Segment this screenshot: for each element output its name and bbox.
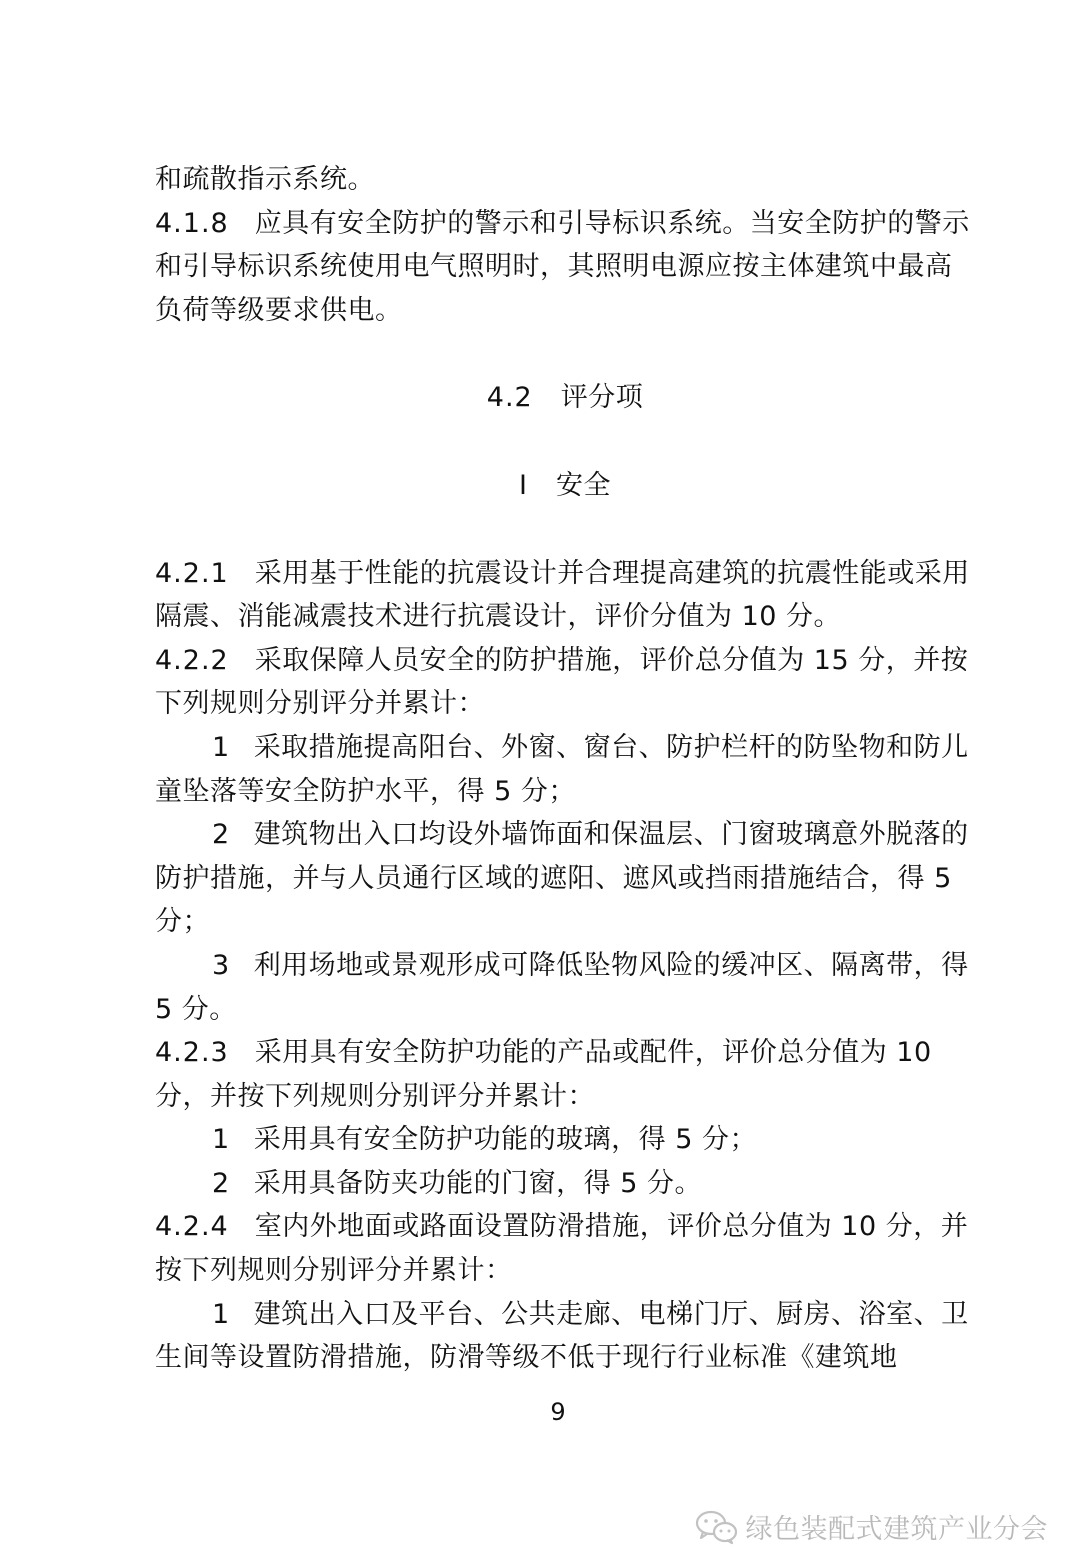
page-body [155,158,975,1380]
item-number: 2 [212,819,230,851]
clause-4-2-1 [155,552,975,639]
item-text: 利用场地或景观形成可降低坠物风险的缓冲区、隔离带，得 5 分。 [155,949,969,1025]
list-item [155,1162,975,1206]
item-text: 采用具备防夹功能的门窗，得 5 分。 [253,1167,703,1199]
item-number: 1 [212,1124,230,1156]
page-number: 9 [550,1398,566,1426]
item-number: 1 [212,1298,230,1330]
item-text: 建筑出入口及平台、公共走廊、电梯门厅、厨房、浴室、卫生间等设置防滑措施，防滑等级不低于现行行业标准《建筑地 [155,1298,969,1374]
list-item [155,944,975,1031]
list-item [155,1118,975,1162]
clause-number: 4.2.3 [155,1037,229,1069]
list-item [155,813,975,944]
clause-number: 4.2.2 [155,644,229,676]
list-item [155,1293,975,1380]
clause-4-1-8 [155,202,975,333]
section-title: 评分项 [560,382,644,414]
item-text: 采用具有安全防护功能的玻璃，得 5 分； [253,1124,758,1156]
clause-text: 采取保障人员安全的防护措施，评价总分值为 15 分，并按下列规则分别评分并累计： [155,644,969,720]
clause-number: 4.2.4 [155,1211,229,1243]
clause-text: 应具有安全防护的警示和引导标识系统。当安全防护的警示和引导标识系统使用电气照明时，其照明电源应按主体建筑中最高负荷等级要求供电。 [155,207,970,326]
subsection-title: 安全 [555,469,611,501]
section-heading [155,376,975,420]
clause-number: 4.2.1 [155,557,229,589]
list-item [155,726,975,813]
clause-4-2-4 [155,1205,975,1292]
subsection-number: Ⅰ [519,469,528,501]
clause-4-2-2 [155,639,975,726]
item-text: 采取措施提高阳台、外窗、窗台、防护栏杆的防坠物和防儿童坠落等安全防护水平，得 5 分； [155,731,969,807]
clause-text: 采用具有安全防护功能的产品或配件，评价总分值为 10 分，并按下列规则分别评分并累计： [155,1037,932,1112]
item-number: 3 [212,949,230,981]
clause-number: 4.1.8 [155,207,229,239]
watermark [694,1507,1049,1546]
clause-text: 采用基于性能的抗震设计并合理提高建筑的抗震性能或采用隔震、消能减震技术进行抗震设计，评价分值为 10 分。 [155,557,970,633]
clause-text: 室内外地面或路面设置防滑措施，评价总分值为 10 分，并按下列规则分别评分并累计： [155,1211,969,1287]
section-number: 4.2 [486,382,533,414]
item-text: 建筑物出入口均设外墙饰面和保温层、门窗玻璃意外脱落的防护措施，并与人员通行区域的遮阳、遮风或挡雨措施结合，得 5 分； [155,819,969,938]
clause-4-2-3 [155,1031,975,1118]
item-number: 1 [212,731,230,763]
wechat-icon [694,1509,738,1545]
paragraph-text: 和疏散指示系统。 [155,164,375,195]
watermark-text: 绿色装配式建筑产业分会 [745,1514,1048,1545]
paragraph-continuation [155,158,975,202]
subsection-heading [155,464,975,508]
item-number: 2 [212,1167,230,1199]
